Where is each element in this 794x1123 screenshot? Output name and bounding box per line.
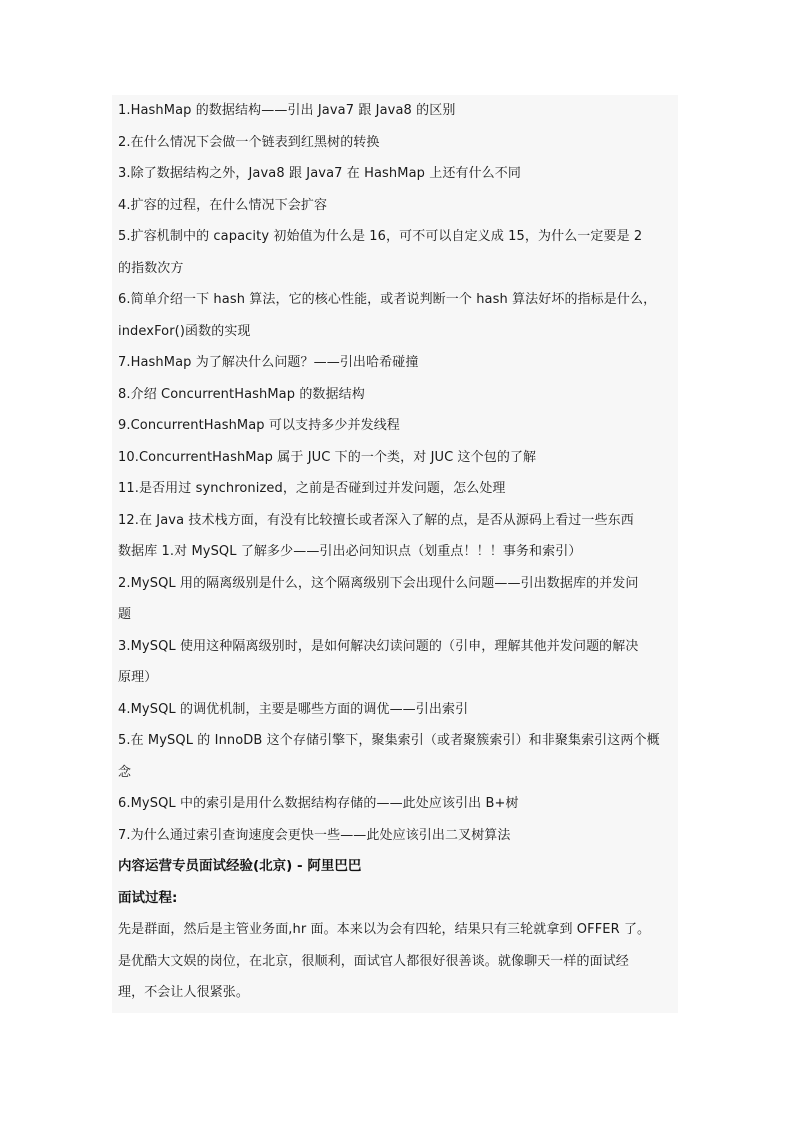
question-line: 的指数次方 <box>118 260 184 276</box>
paragraph-line: 理，不会让人很紧张。 <box>118 985 250 1000</box>
question-line: 4.MySQL 的调优机制，主要是哪些方面的调优——引出索引 <box>118 701 469 717</box>
question-line: indexFor()函数的实现 <box>118 323 251 339</box>
question-line: 题 <box>118 607 132 622</box>
question-line: 念 <box>118 764 132 780</box>
question-line: 6.简单介绍一下 hash 算法，它的核心性能，或者说判断一个 hash 算法好坏的指标是什么， <box>118 292 657 307</box>
question-line: 5.在 MySQL 的 InnoDB 这个存储引擎下，聚集索引（或者聚簇索引）和非聚集索引这两个概 <box>118 733 660 748</box>
question-line: 6.MySQL 中的索引是用什么数据结构存储的——此处应该引出 B+树 <box>118 796 519 811</box>
question-line: 1.HashMap 的数据结构——引出 Java7 跟 Java8 的区别 <box>118 103 456 118</box>
question-line: 10.ConcurrentHashMap 属于 JUC 下的一个类，对 JUC 这个包的了解 <box>118 449 537 465</box>
question-line: 3.MySQL 使用这种隔离级别时，是如何解决幻读问题的（引申，理解其他并发问题的解决 <box>118 638 639 654</box>
question-line: 11.是否用过 synchronized，之前是否碰到过并发问题，怎么处理 <box>118 481 506 496</box>
question-line: 2.MySQL 用的隔离级别是什么，这个隔离级别下会出现什么问题——引出数据库的并发问 <box>118 575 639 591</box>
paragraph-line: 是优酷大文娱的岗位，在北京，很顺利，面试官人都很好很善谈。就像聊天一样的面试经 <box>118 953 629 969</box>
question-line: 原理） <box>118 670 158 685</box>
question-line: 7.为什么通过索引查询速度会更快一些——此处应该引出二叉树算法 <box>118 827 511 843</box>
question-line: 8.介绍 ConcurrentHashMap 的数据结构 <box>118 386 365 402</box>
question-line: 4.扩容的过程，在什么情况下会扩容 <box>118 197 328 213</box>
question-line: 3.除了数据结构之外，Java8 跟 Java7 在 HashMap 上还有什么不同 <box>118 166 521 181</box>
document-body <box>112 95 678 1013</box>
paragraph-line: 先是群面，然后是主管业务面,hr 面。本来以为会有四轮，结果只有三轮就拿到 OFFER 了。 <box>118 922 651 937</box>
question-line: 9.ConcurrentHashMap 可以支持多少并发线程 <box>118 418 400 433</box>
section-title: 内容运营专员面试经验(北京) - 阿里巴巴 <box>118 858 362 874</box>
question-line: 12.在 Java 技术栈方面，有没有比较擅长或者深入了解的点，是否从源码上看过一些东西 <box>118 512 634 528</box>
question-line: 7.HashMap 为了解决什么问题？——引出哈希碰撞 <box>118 355 419 370</box>
section-subtitle: 面试过程: <box>118 889 178 906</box>
question-line: 5.扩容机制中的 capacity 初始值为什么是 16，可不可以自定义成 15，为什么一定要是 2 <box>118 229 643 244</box>
question-line: 数据库 1.对 MySQL 了解多少——引出必问知识点（划重点！！！事务和索引） <box>118 544 582 559</box>
question-line: 2.在什么情况下会做一个链表到红黑树的转换 <box>118 134 380 150</box>
